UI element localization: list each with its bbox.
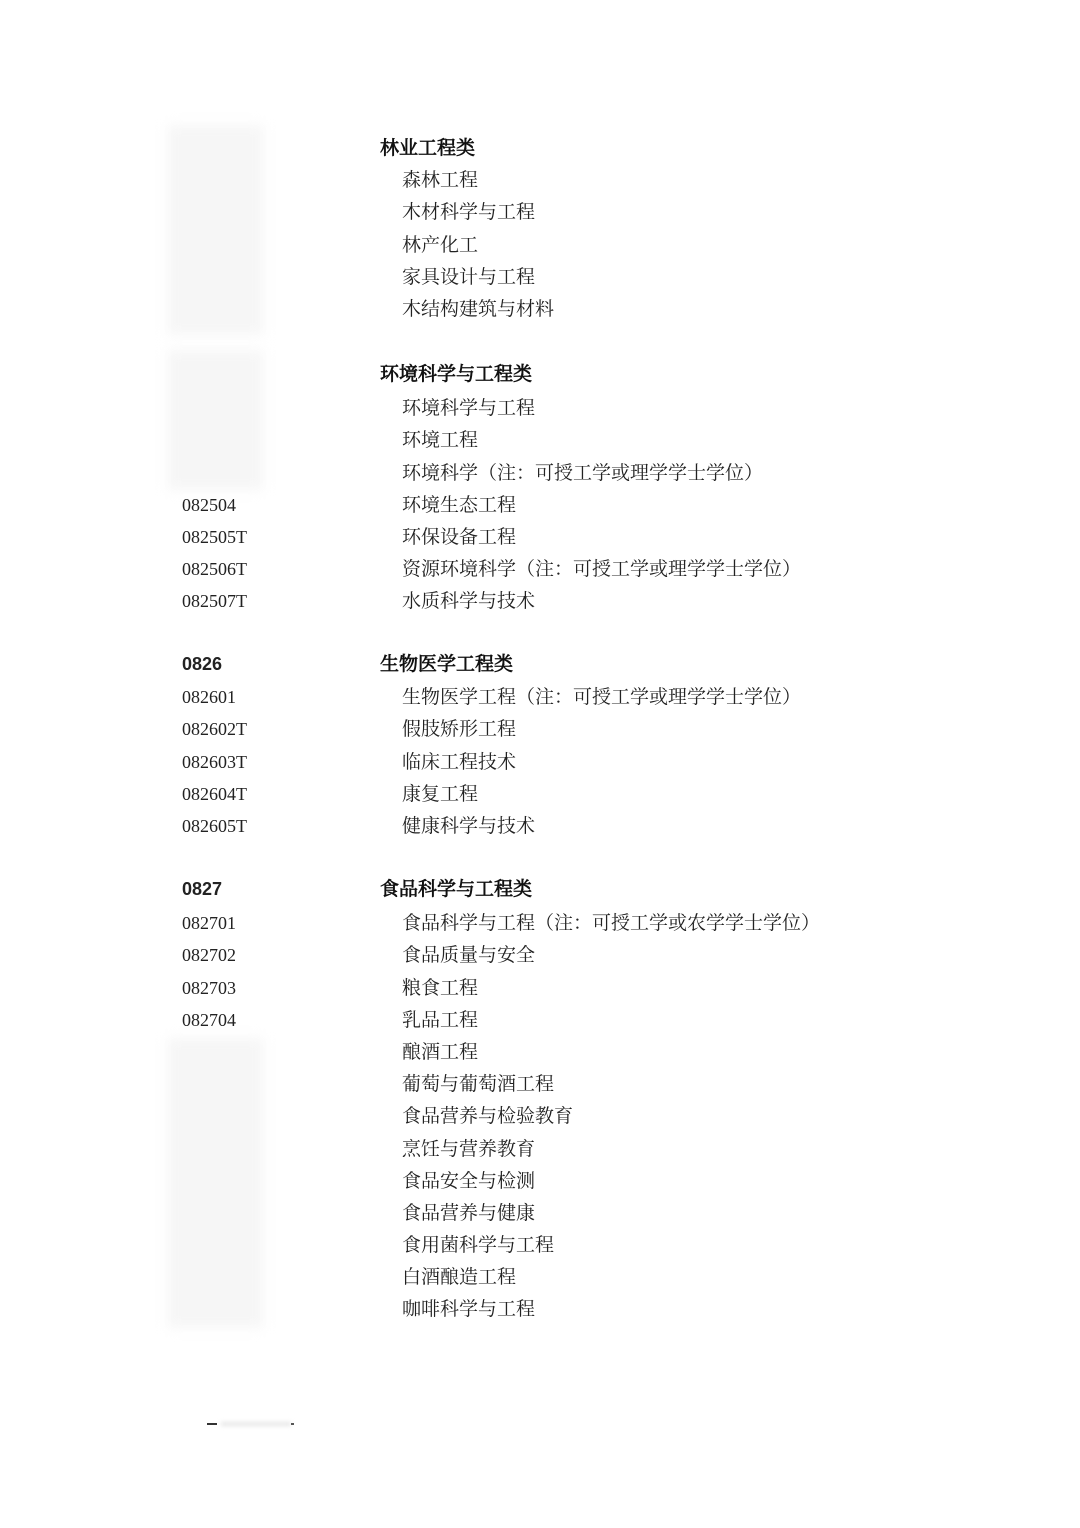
- major-row: [0, 713, 1080, 745]
- major-row: [0, 939, 1080, 971]
- major-row: [0, 553, 1080, 585]
- major-row: [0, 196, 1080, 228]
- major-code: 082701: [182, 913, 236, 934]
- category-code: 0826: [182, 654, 223, 674]
- major-row: [0, 1261, 1080, 1293]
- major-name: 健康科学与技术: [402, 814, 536, 837]
- category-title: 生物医学工程类: [380, 653, 514, 675]
- major-code: 082602T: [182, 719, 247, 740]
- major-name: 食品营养与检验教育: [402, 1105, 574, 1128]
- major-code: 082704: [182, 1009, 236, 1030]
- major-row: [0, 1165, 1080, 1197]
- major-row: [0, 1100, 1080, 1132]
- major-code: 082703: [182, 977, 236, 998]
- category-food-science: [0, 873, 1080, 1326]
- major-code: 082505T: [182, 526, 247, 547]
- major-name: 环境生态工程: [402, 493, 517, 516]
- category-title: 环境科学与工程类: [380, 363, 533, 385]
- major-code: 082601: [182, 687, 236, 708]
- major-name: 假肢矫形工程: [402, 718, 517, 741]
- major-name: 木材科学与工程: [402, 201, 536, 224]
- major-row: [0, 392, 1080, 424]
- major-row: [0, 1004, 1080, 1036]
- major-name: 环保设备工程: [402, 525, 517, 548]
- major-row: [0, 229, 1080, 261]
- major-name: 环境工程: [402, 429, 479, 452]
- major-code: 082506T: [182, 559, 247, 580]
- major-name: 家具设计与工程: [402, 265, 536, 288]
- major-name: 临床工程技术: [402, 750, 517, 773]
- major-row: [0, 261, 1080, 293]
- major-name: 酿酒工程: [402, 1040, 479, 1063]
- major-name: 资源环境科学（注：可授工学或理学学士学位）: [402, 558, 802, 581]
- major-name: 环境科学（注：可授工学或理学学士学位）: [402, 461, 764, 484]
- category-header: [0, 873, 1080, 905]
- major-name: 森林工程: [402, 169, 479, 192]
- major-name: 林产化工: [402, 233, 479, 256]
- major-name: 烹饪与营养教育: [402, 1137, 536, 1160]
- major-name: 食品安全与检测: [402, 1169, 536, 1192]
- major-row: [0, 778, 1080, 810]
- major-name: 食品科学与工程（注：可授工学或农学学士学位）: [402, 912, 821, 935]
- major-name: 食品营养与健康: [402, 1201, 536, 1224]
- category-forestry-engineering: [0, 132, 1080, 325]
- major-code: 082504: [182, 494, 236, 515]
- major-row: [0, 293, 1080, 325]
- major-row: [0, 424, 1080, 456]
- major-name: 木结构建筑与材料: [402, 297, 555, 320]
- major-name: 咖啡科学与工程: [402, 1298, 536, 1321]
- category-header: [0, 358, 1080, 390]
- major-code: 082605T: [182, 815, 247, 836]
- major-row: [0, 746, 1080, 778]
- major-name: 环境科学与工程: [402, 397, 536, 420]
- major-name: 葡萄与葡萄酒工程: [402, 1073, 555, 1096]
- major-name: 康复工程: [402, 782, 479, 805]
- major-name: 生物医学工程（注：可授工学或理学学士学位）: [402, 686, 802, 709]
- major-code: 082507T: [182, 591, 247, 612]
- category-header: [0, 132, 1080, 164]
- major-row: [0, 1036, 1080, 1068]
- category-biomedical-engineering: [0, 648, 1080, 842]
- category-title: 食品科学与工程类: [380, 878, 533, 900]
- major-row: [0, 907, 1080, 939]
- major-row: [0, 1133, 1080, 1165]
- major-name: 食品质量与安全: [402, 944, 536, 967]
- major-code: 082702: [182, 945, 236, 966]
- category-title: 林业工程类: [380, 137, 476, 159]
- major-row: [0, 521, 1080, 553]
- category-header: [0, 648, 1080, 680]
- category-environmental-science: [0, 358, 1080, 618]
- major-row: [0, 1197, 1080, 1229]
- major-row: [0, 972, 1080, 1004]
- major-name: 水质科学与技术: [402, 590, 536, 613]
- major-row: [0, 457, 1080, 489]
- major-row: [0, 585, 1080, 617]
- major-row: [0, 810, 1080, 842]
- major-name: 乳品工程: [402, 1008, 479, 1031]
- major-code: 082603T: [182, 751, 247, 772]
- major-row: [0, 489, 1080, 521]
- major-name: 食用菌科学与工程: [402, 1234, 555, 1257]
- footer-mark: [207, 1421, 293, 1427]
- major-row: [0, 164, 1080, 196]
- major-name: 粮食工程: [402, 976, 479, 999]
- major-row: [0, 1293, 1080, 1325]
- major-row: [0, 1229, 1080, 1261]
- major-row: [0, 681, 1080, 713]
- major-name: 白酒酿造工程: [402, 1266, 517, 1289]
- major-row: [0, 1068, 1080, 1100]
- category-code: 0827: [182, 879, 223, 899]
- major-code: 082604T: [182, 783, 247, 804]
